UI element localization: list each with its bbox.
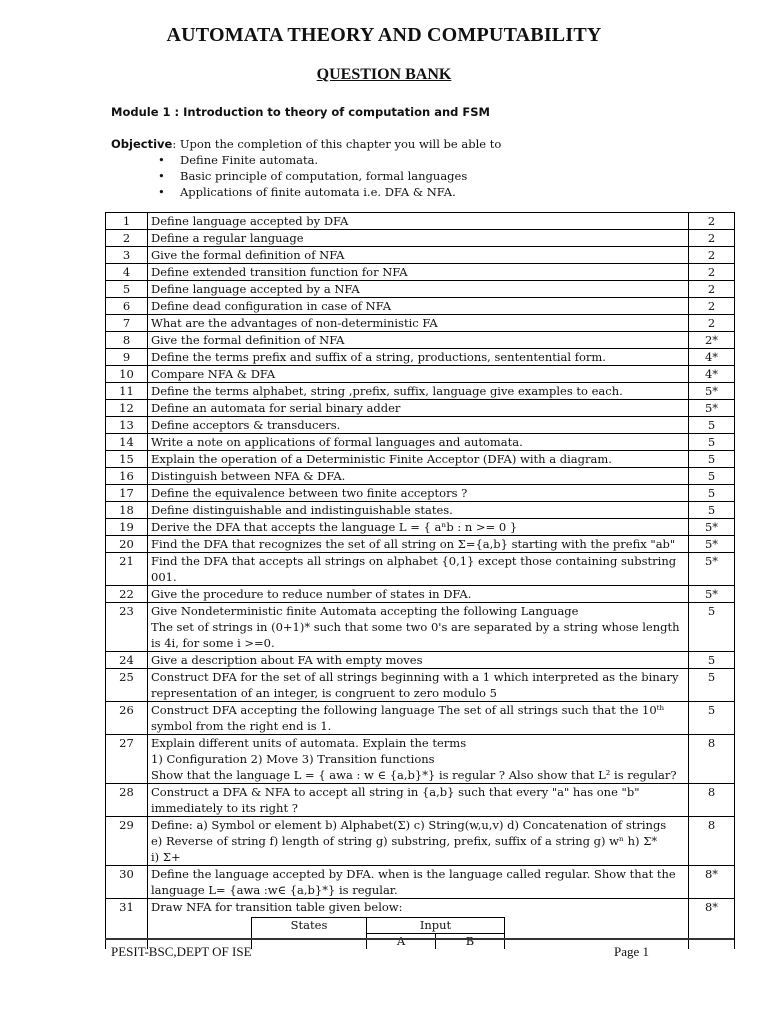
question-text <box>148 332 689 349</box>
question-text <box>148 519 689 536</box>
question-marks: 5* <box>689 383 735 400</box>
question-row <box>106 586 735 603</box>
module-heading: Module 1 : Introduction to theory of computation and FSM <box>111 105 490 119</box>
question-text <box>148 817 689 866</box>
question-text-content: Explain the operation of a Deterministic Finite Acceptor (DFA) with a diagram. <box>151 452 612 466</box>
question-text-content: What are the advantages of non-deterministic FA <box>151 316 438 330</box>
question-text <box>148 417 689 434</box>
question-number: 9 <box>106 349 148 366</box>
question-number: 7 <box>106 315 148 332</box>
question-marks: 5* <box>689 519 735 536</box>
question-text <box>148 669 689 702</box>
question-number: 17 <box>106 485 148 502</box>
question-text-content: Define language accepted by DFA <box>151 214 349 228</box>
question-row <box>106 451 735 468</box>
question-text-content: Give Nondeterministic finite Automata accepting the following Language The set of strings in (0+1)* such that some two 0's are separated by a string whose length is 4i, for some i >=0. <box>151 604 680 650</box>
question-row <box>106 603 735 652</box>
question-number: 28 <box>106 784 148 817</box>
question-number: 3 <box>106 247 148 264</box>
question-row <box>106 332 735 349</box>
question-row <box>106 866 735 899</box>
question-text-content: Find the DFA that recognizes the set of all string on Σ={a,b} starting with the prefix "ab" <box>151 537 676 551</box>
question-marks: 5* <box>689 400 735 417</box>
question-number: 8 <box>106 332 148 349</box>
question-text-content: Define dead configuration in case of NFA <box>151 299 392 313</box>
question-text-content: Construct DFA accepting the following language The set of all strings such that the 10ᵗʰ symbol from the right end is 1. <box>151 703 665 733</box>
question-number: 15 <box>106 451 148 468</box>
question-text <box>148 230 689 247</box>
question-number: 10 <box>106 366 148 383</box>
question-number: 16 <box>106 468 148 485</box>
question-text <box>148 652 689 669</box>
question-marks: 2 <box>689 264 735 281</box>
question-text-content: Give the procedure to reduce number of states in DFA. <box>151 587 472 601</box>
question-number: 31 <box>106 899 148 950</box>
question-text <box>148 281 689 298</box>
question-text-content: Define a regular language <box>151 231 304 245</box>
question-row <box>106 899 735 950</box>
question-text-content: Define acceptors & transducers. <box>151 418 341 432</box>
question-row <box>106 817 735 866</box>
question-text-content: Draw NFA for transition table given below: <box>151 900 403 914</box>
question-marks: 2 <box>689 315 735 332</box>
document-title: AUTOMATA THEORY AND COMPUTABILITY <box>166 24 602 46</box>
input-symbol: B <box>436 934 505 950</box>
bullet-item: • Basic principle of computation, formal languages <box>158 168 467 184</box>
question-row <box>106 536 735 553</box>
question-row <box>106 502 735 519</box>
question-row <box>106 434 735 451</box>
question-text <box>148 536 689 553</box>
question-text-content: Define extended transition function for NFA <box>151 265 408 279</box>
question-text-content: Construct DFA for the set of all strings beginning with a 1 which interpreted as the binary representation of an integer, is congruent to zero modulo 5 <box>151 670 679 700</box>
question-number: 11 <box>106 383 148 400</box>
question-text <box>148 603 689 652</box>
question-number: 27 <box>106 735 148 784</box>
question-number: 2 <box>106 230 148 247</box>
question-marks: 5 <box>689 485 735 502</box>
objective-label: Objective <box>111 137 173 151</box>
states-header: States <box>252 918 367 950</box>
question-text-content: Give a description about FA with empty moves <box>151 653 423 667</box>
question-row <box>106 485 735 502</box>
question-marks: 8 <box>689 784 735 817</box>
question-text <box>148 434 689 451</box>
question-text <box>148 553 689 586</box>
question-row <box>106 383 735 400</box>
question-number: 21 <box>106 553 148 586</box>
question-text <box>148 366 689 383</box>
question-text <box>148 468 689 485</box>
question-text-content: Define the terms prefix and suffix of a string, productions, sententential form. <box>151 350 606 364</box>
question-text <box>148 702 689 735</box>
question-marks: 5* <box>689 586 735 603</box>
question-number: 20 <box>106 536 148 553</box>
question-marks: 2 <box>689 213 735 230</box>
question-row <box>106 400 735 417</box>
question-row <box>106 417 735 434</box>
question-marks: 5 <box>689 502 735 519</box>
question-marks: 5 <box>689 702 735 735</box>
question-number: 25 <box>106 669 148 702</box>
question-text-content: Define the language accepted by DFA. when is the language called regular. Show that the language L= {awa :w∈ {a,b}*} is regular. <box>151 867 676 897</box>
question-text <box>148 784 689 817</box>
question-row <box>106 366 735 383</box>
question-text-content: Write a note on applications of formal languages and automata. <box>151 435 523 449</box>
document-subtitle: QUESTION BANK <box>316 66 452 83</box>
question-text <box>148 866 689 899</box>
question-number: 30 <box>106 866 148 899</box>
question-text-content: Give the formal definition of NFA <box>151 333 345 347</box>
question-marks: 4* <box>689 349 735 366</box>
question-text-content: Define: a) Symbol or element b) Alphabet(Σ) c) String(w,u,v) d) Concatenation of strings e) Reverse of string f) length of string g) substring, prefix, suffix of a string g) wⁿ h) Σ* i) Σ+ <box>151 818 667 864</box>
question-text <box>148 586 689 603</box>
question-text <box>148 213 689 230</box>
question-marks: 2 <box>689 298 735 315</box>
question-text <box>148 383 689 400</box>
question-number: 6 <box>106 298 148 315</box>
question-text-content: Define language accepted by a NFA <box>151 282 360 296</box>
question-marks: 5 <box>689 417 735 434</box>
question-text-content: Compare NFA & DFA <box>151 367 276 381</box>
question-text <box>148 400 689 417</box>
question-text-content: Give the formal definition of NFA <box>151 248 345 262</box>
question-marks: 2 <box>689 247 735 264</box>
question-text <box>148 899 689 950</box>
question-row <box>106 213 735 230</box>
objective-text: : Upon the completion of this chapter you will be able to <box>172 137 502 151</box>
bullet-item: • Applications of finite automata i.e. DFA & NFA. <box>158 184 467 200</box>
question-row <box>106 298 735 315</box>
question-marks: 2* <box>689 332 735 349</box>
question-text-content: Define the terms alphabet, string ,prefix, suffix, language give examples to each. <box>151 384 623 398</box>
question-text <box>148 502 689 519</box>
question-row <box>106 247 735 264</box>
question-text-content: Define distinguishable and indistinguishable states. <box>151 503 453 517</box>
question-row <box>106 784 735 817</box>
question-row <box>106 264 735 281</box>
input-header: Input <box>367 918 505 934</box>
question-marks: 5 <box>689 669 735 702</box>
question-marks: 2 <box>689 281 735 298</box>
question-marks: 5* <box>689 536 735 553</box>
question-row <box>106 230 735 247</box>
question-marks: 8* <box>689 866 735 899</box>
question-number: 5 <box>106 281 148 298</box>
question-text <box>148 485 689 502</box>
question-number: 4 <box>106 264 148 281</box>
question-number: 18 <box>106 502 148 519</box>
question-number: 24 <box>106 652 148 669</box>
question-marks: 5 <box>689 434 735 451</box>
question-row <box>106 553 735 586</box>
question-text <box>148 264 689 281</box>
question-number: 23 <box>106 603 148 652</box>
question-number: 1 <box>106 213 148 230</box>
question-text-content: Define an automata for serial binary adder <box>151 401 401 415</box>
question-row <box>106 702 735 735</box>
question-text-content: Find the DFA that accepts all strings on alphabet {0,1} except those containing substring 001. <box>151 554 677 584</box>
question-number: 29 <box>106 817 148 866</box>
question-marks: 4* <box>689 366 735 383</box>
input-symbol: A <box>367 934 436 950</box>
question-row <box>106 519 735 536</box>
question-row <box>106 349 735 366</box>
question-marks: 5 <box>689 652 735 669</box>
page-number: Page 1 <box>614 944 650 959</box>
question-row <box>106 669 735 702</box>
question-text-content: Derive the DFA that accepts the language L = { aⁿb : n >= 0 } <box>151 520 518 534</box>
footer-department: PESIT-BSC,DEPT OF ISE <box>111 944 252 959</box>
question-row <box>106 315 735 332</box>
question-marks: 5 <box>689 468 735 485</box>
question-number: 26 <box>106 702 148 735</box>
question-row <box>106 652 735 669</box>
question-marks: 2 <box>689 230 735 247</box>
question-row <box>106 735 735 784</box>
bullet-item: • Define Finite automata. <box>158 152 467 168</box>
question-row <box>106 281 735 298</box>
question-text-content: Construct a DFA & NFA to accept all string in {a,b} such that every "a" has one "b" immediately to its right ? <box>151 785 640 815</box>
question-text <box>148 349 689 366</box>
question-number: 19 <box>106 519 148 536</box>
objective-line <box>111 137 501 151</box>
question-table <box>105 212 735 949</box>
question-marks: 5* <box>689 553 735 586</box>
question-text <box>148 298 689 315</box>
question-marks: 5 <box>689 451 735 468</box>
transition-table <box>251 917 505 949</box>
question-text-content: Distinguish between NFA & DFA. <box>151 469 346 483</box>
question-number: 13 <box>106 417 148 434</box>
question-text-content: Define the equivalence between two finite acceptors ? <box>151 486 468 500</box>
question-number: 12 <box>106 400 148 417</box>
question-marks: 5 <box>689 603 735 652</box>
question-text <box>148 315 689 332</box>
question-marks: 8 <box>689 817 735 866</box>
question-text <box>148 247 689 264</box>
question-row <box>106 468 735 485</box>
question-text-content: Explain different units of automata. Explain the terms 1) Configuration 2) Move 3) Transition functions Show that the language L = { awa : w ∈ {a,b}*} is regular ? Also show that L² is regular? <box>151 736 677 782</box>
question-number: 22 <box>106 586 148 603</box>
question-marks: 8 <box>689 735 735 784</box>
objective-bullets <box>158 152 467 200</box>
question-text <box>148 735 689 784</box>
question-text <box>148 451 689 468</box>
question-marks: 8* <box>689 899 735 950</box>
footer-divider <box>105 938 734 940</box>
question-number: 14 <box>106 434 148 451</box>
